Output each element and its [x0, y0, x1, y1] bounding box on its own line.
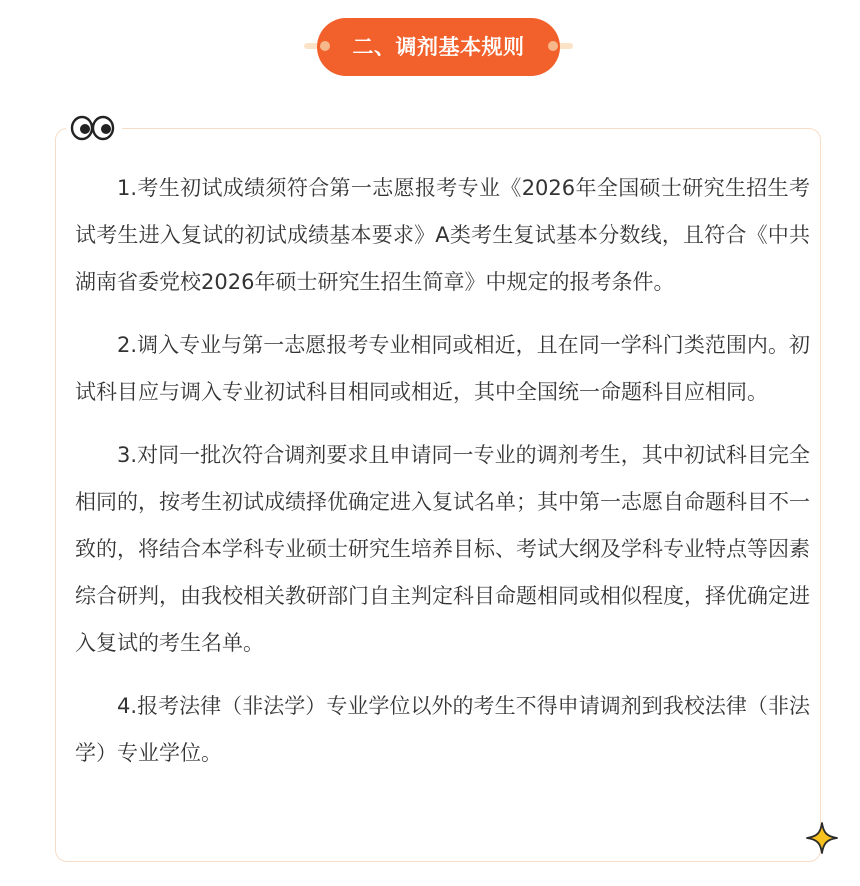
eyes-icon — [66, 112, 122, 144]
section-header — [0, 16, 860, 78]
pill-dot-right — [548, 41, 558, 51]
rule-paragraph-3: 3.对同一批次符合调剂要求且申请同一专业的调剂考生，其中初试科目完全相同的，按考生初试成绩择优确定进入复试名单；其中第一志愿自命题科目不一致的，将结合本学科专业硕士研究生培养目标、考试大纲及学科专业特点等因素综合研判，由我校相关教研部门自主判定科目命题相同或相似程度，择优确定进入复试的考生名单。 — [75, 443, 810, 655]
sparkle-icon — [806, 822, 838, 854]
pill-dot-left — [320, 41, 330, 51]
section-title: 二、调剂基本规则 — [317, 18, 560, 76]
rule-paragraph-1: 1.考生初试成绩须符合第一志愿报考专业《2026年全国硕士研究生招生考试考生进入复试的初试成绩基本要求》A类考生复试基本分数线，且符合《中共湖南省委党校2026年硕士研究生招生简章》中规定的报考条件。 — [75, 176, 810, 294]
rule-paragraph-2: 2.调入专业与第一志愿报考专业相同或相近，且在同一学科门类范围内。初试科目应与调入专业初试科目相同或相近，其中全国统一命题科目应相同。 — [75, 333, 810, 404]
rules-list — [75, 165, 810, 793]
rule-paragraph-4: 4.报考法律（非法学）专业学位以外的考生不得申请调剂到我校法律（非法学）专业学位。 — [75, 694, 810, 765]
